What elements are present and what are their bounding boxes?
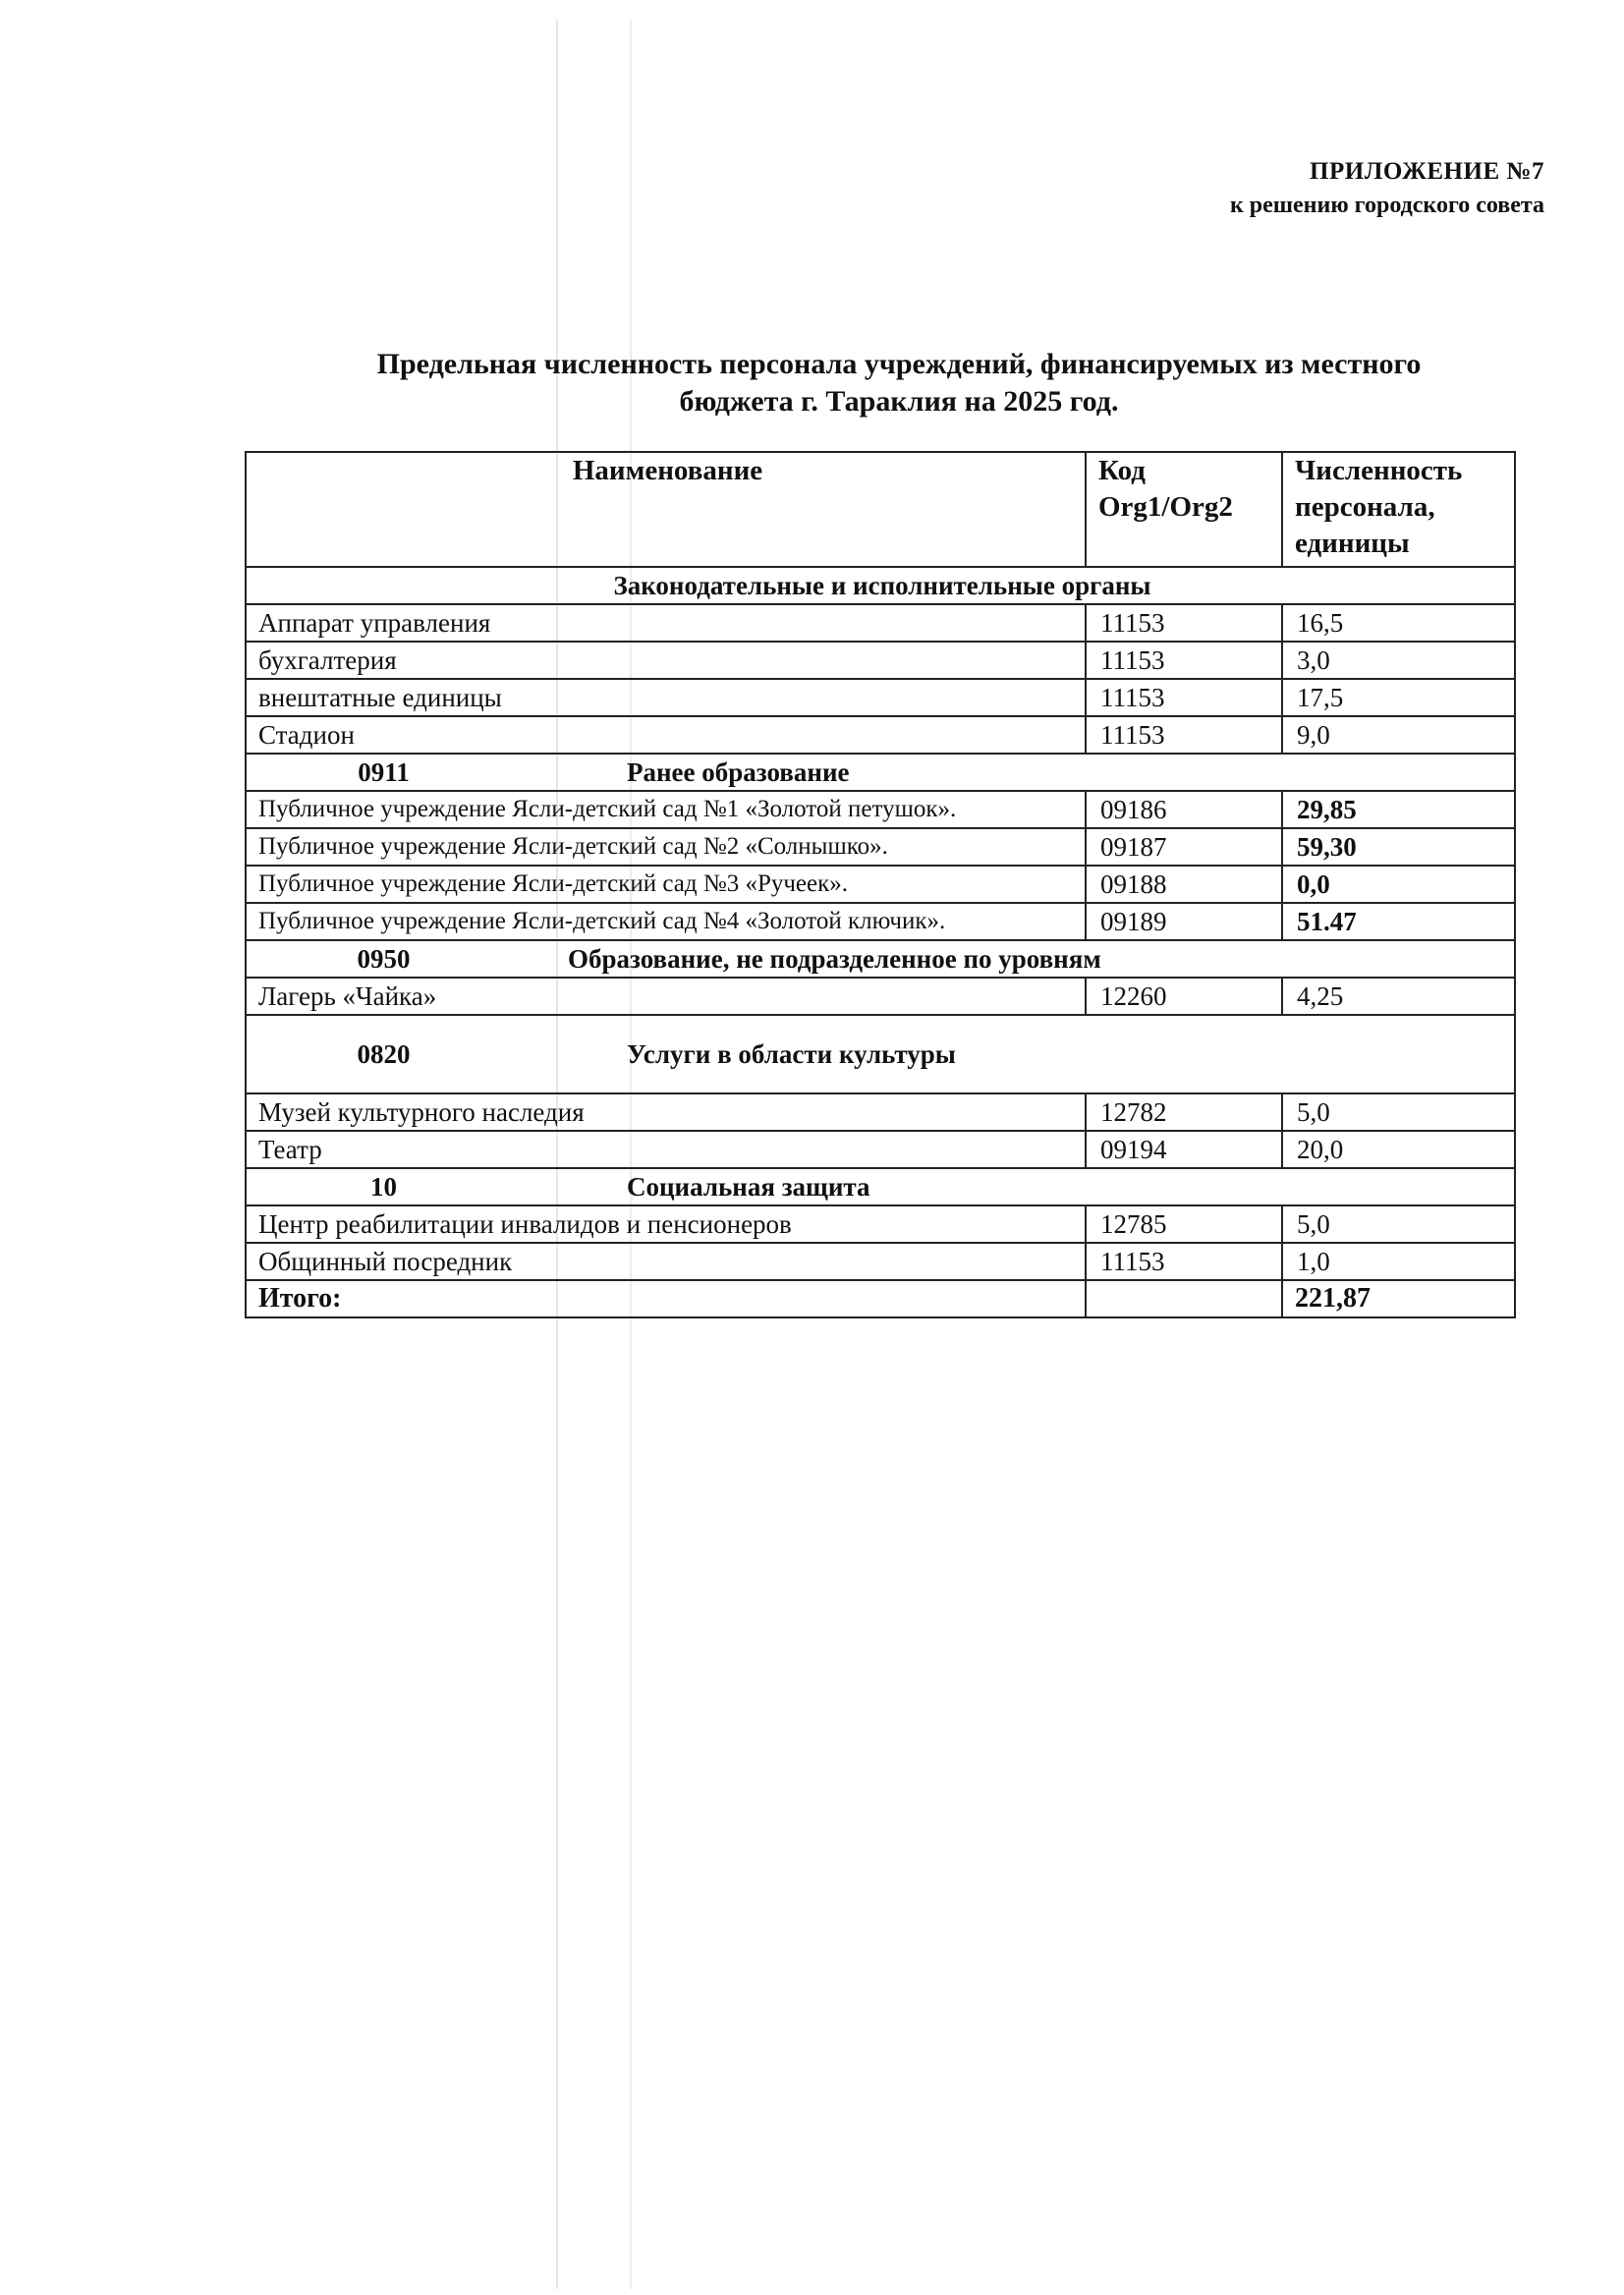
table-row [246, 1131, 1515, 1168]
total-row [246, 1280, 1515, 1317]
table-row [246, 679, 1515, 716]
section-row [246, 940, 1515, 978]
section-code: 0950 [357, 944, 411, 974]
row-name: Стадион [246, 716, 1086, 754]
row-count: 17,5 [1282, 679, 1515, 716]
section-heading [246, 1015, 1515, 1093]
header-name: Наименование [246, 452, 1086, 567]
row-code: 09194 [1086, 1131, 1282, 1168]
row-count: 4,25 [1282, 978, 1515, 1015]
section-code: 10 [370, 1172, 397, 1202]
table-row [246, 903, 1515, 940]
table-row [246, 642, 1515, 679]
row-code: 11153 [1086, 716, 1282, 754]
row-count: 51.47 [1282, 903, 1515, 940]
header-count [1282, 452, 1515, 567]
section-code: 0820 [357, 1039, 411, 1069]
header-code-line2: Org1/Org2 [1098, 491, 1233, 523]
header-code-line1: Код [1098, 455, 1146, 486]
row-count: 29,85 [1282, 791, 1515, 828]
table-row [246, 1093, 1515, 1131]
table-row [246, 1243, 1515, 1280]
table-row [246, 716, 1515, 754]
row-code: 11153 [1086, 679, 1282, 716]
row-count: 9,0 [1282, 716, 1515, 754]
staff-table [245, 451, 1516, 1318]
header-count-line3: единицы [1295, 528, 1410, 559]
total-label: Итого: [246, 1280, 1086, 1317]
section-title: Образование, не подразделенное по уровням [568, 944, 1101, 974]
section-heading [246, 940, 1515, 978]
row-code: 09189 [1086, 903, 1282, 940]
row-count: 59,30 [1282, 828, 1515, 866]
row-count: 16,5 [1282, 604, 1515, 642]
row-count: 5,0 [1282, 1093, 1515, 1131]
row-name: Публичное учреждение Ясли-детский сад №1 «Золотой петушок». [246, 791, 1086, 828]
row-name: Публичное учреждение Ясли-детский сад №4 «Золотой ключик». [246, 903, 1086, 940]
total-count: 221,87 [1282, 1280, 1515, 1317]
section-row [246, 754, 1515, 791]
header-count-line2: персонала, [1295, 491, 1435, 523]
header-count-line1: Численность [1295, 455, 1463, 486]
row-count: 3,0 [1282, 642, 1515, 679]
row-code: 09186 [1086, 791, 1282, 828]
row-code: 12785 [1086, 1205, 1282, 1243]
document-title-line2: бюджета г. Тараклия на 2025 год. [679, 385, 1119, 418]
appendix-subtitle: к решению городского совета [1229, 193, 1544, 218]
row-name: внештатные единицы [246, 679, 1086, 716]
row-name: Лагерь «Чайка» [246, 978, 1086, 1015]
section-heading [246, 754, 1515, 791]
section-row [246, 1168, 1515, 1205]
row-name: бухгалтерия [246, 642, 1086, 679]
row-count: 5,0 [1282, 1205, 1515, 1243]
section-title: Законодательные и исполнительные органы [246, 567, 1515, 604]
row-code: 12782 [1086, 1093, 1282, 1131]
section-title: Ранее образование [627, 757, 850, 787]
row-name: Музей культурного наследия [246, 1093, 1086, 1131]
table-header-row [246, 452, 1515, 567]
table-row [246, 828, 1515, 866]
table-row [246, 978, 1515, 1015]
section-heading [246, 1168, 1515, 1205]
row-name: Театр [246, 1131, 1086, 1168]
section-row [246, 1015, 1515, 1093]
row-name: Публичное учреждение Ясли-детский сад №3 «Ручеек». [246, 866, 1086, 903]
section-row [246, 567, 1515, 604]
section-title: Социальная защита [627, 1172, 870, 1202]
row-code: 12260 [1086, 978, 1282, 1015]
header-code [1086, 452, 1282, 567]
section-code: 0911 [358, 757, 410, 787]
row-code: 11153 [1086, 1243, 1282, 1280]
row-count: 0,0 [1282, 866, 1515, 903]
row-count: 20,0 [1282, 1131, 1515, 1168]
appendix-title: ПРИЛОЖЕНИЕ №7 [1310, 158, 1544, 185]
appendix-header [1230, 155, 1544, 222]
row-code: 09188 [1086, 866, 1282, 903]
table-row [246, 1205, 1515, 1243]
table-row [246, 866, 1515, 903]
section-title: Услуги в области культуры [627, 1039, 956, 1069]
document-title [246, 346, 1552, 420]
row-code: 11153 [1086, 604, 1282, 642]
row-name: Публичное учреждение Ясли-детский сад №2 «Солнышко». [246, 828, 1086, 866]
row-code: 11153 [1086, 642, 1282, 679]
table-row [246, 791, 1515, 828]
row-name: Общинный посредник [246, 1243, 1086, 1280]
total-code [1086, 1280, 1282, 1317]
row-count: 1,0 [1282, 1243, 1515, 1280]
table-row [246, 604, 1515, 642]
row-name: Центр реабилитации инвалидов и пенсионеров [246, 1205, 1086, 1243]
row-name: Аппарат управления [246, 604, 1086, 642]
row-code: 09187 [1086, 828, 1282, 866]
document-title-line1: Предельная численность персонала учреждений, финансируемых из местного [376, 348, 1422, 380]
